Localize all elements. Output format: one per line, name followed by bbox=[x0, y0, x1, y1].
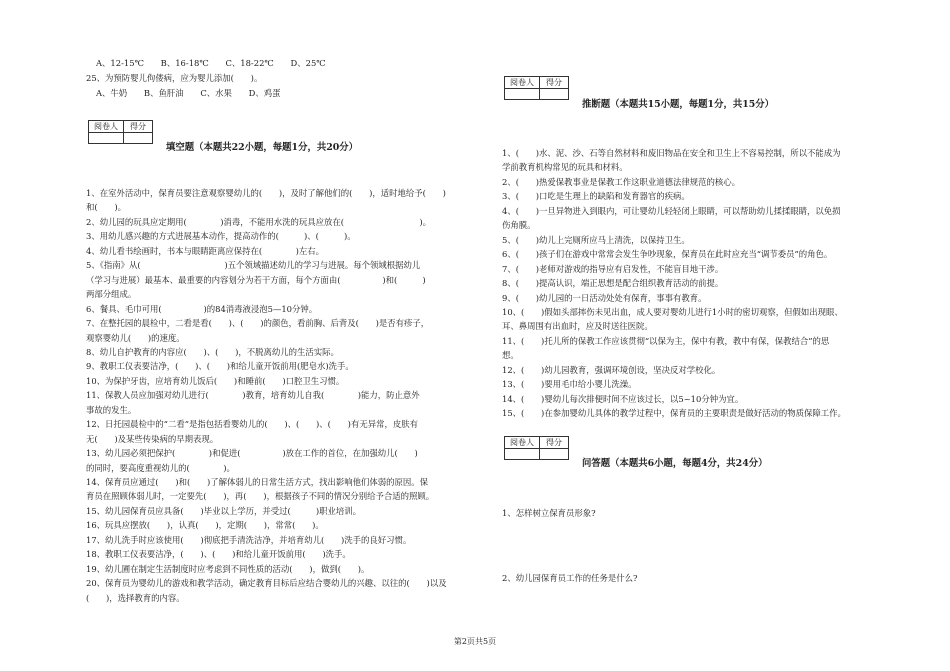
list-item: 学前教育机构常见的玩具和材料。 bbox=[502, 162, 628, 173]
list-item: 13、( )要用毛巾给小婴儿洗澡。 bbox=[502, 379, 637, 390]
list-item: 5、( )幼儿上完厕所应马上清洗，以保持卫生。 bbox=[502, 234, 690, 245]
list-item: 7、( )老师对游戏的指导应有启发性，不能盲目地干涉。 bbox=[502, 263, 724, 274]
list-item: 5、《指南》从( )五个领域描述幼儿的学习与进展。每个领域根据幼儿 bbox=[86, 260, 421, 271]
option-line: A、牛奶 B、鱼肝油 C、水果 D、鸡蛋 bbox=[96, 88, 281, 98]
list-item: 想。 bbox=[502, 350, 519, 361]
score-label: 得分 bbox=[540, 77, 569, 89]
list-item: 15、幼儿园保育员应具备( )毕业以上学历，并受过( )职业培训。 bbox=[86, 505, 361, 516]
page-footer: 第2页共5页 bbox=[453, 637, 497, 646]
list-item: 18、教职工仪表要洁净，( )、( )和给儿童开饭前用( )洗手。 bbox=[86, 549, 351, 560]
list-item: （学习与进展）最基本、最重要的内容划分为若干方面，每个方面由( )和( ) bbox=[86, 274, 426, 285]
reviewer-label: 阅卷人 bbox=[89, 121, 124, 133]
list-item: 10、( )假如头部摔伤未见出血，成人要对婴幼儿进行1小时的密切观察，但假如出现眼、 bbox=[502, 306, 843, 317]
list-item: 3、用幼儿感兴趣的方式进展基本动作，提高动作的( )、( )。 bbox=[86, 231, 356, 242]
qa-question-1: 1、怎样树立保育员形象? bbox=[502, 508, 596, 518]
list-item: 观察婴幼儿( )的速度。 bbox=[86, 332, 185, 343]
list-item: 8、幼儿自护教育的内容应( )、( )，不脱离幼儿的生活实际。 bbox=[86, 346, 339, 357]
list-item: 9、教职工仪表要洁净，( )、( )和给儿童开饭前用(肥皂水)洗手。 bbox=[86, 361, 354, 372]
list-item: 的同时，要高度重视幼儿的( )。 bbox=[86, 462, 235, 473]
judge-section-title: 推断题（本题共15小题，每题1分，共15分） bbox=[582, 99, 774, 110]
list-item: 2、( )热爱保教事业是保教工作这职业道德法律规范的核心。 bbox=[502, 176, 740, 187]
score-cell bbox=[124, 133, 153, 144]
list-item: 8、( )提高认识，端正思想是配合组织教育活动的前提。 bbox=[502, 278, 724, 289]
list-item: 9、( )幼儿园的一日活动处处有保育，事事有教育。 bbox=[502, 292, 707, 303]
reviewer-cell bbox=[505, 89, 540, 100]
score-label: 得分 bbox=[540, 437, 569, 449]
score-cell bbox=[540, 449, 569, 460]
reviewer-cell bbox=[89, 133, 124, 144]
list-item: 和( )。 bbox=[86, 202, 127, 213]
list-item: 19、幼儿圃在制定生活制度时应考虑到不同性质的活动( )，做到( )。 bbox=[86, 563, 370, 574]
score-label: 得分 bbox=[124, 121, 153, 133]
fill-blank-section-title: 填空题（本题共22小题，每题1分，共20分） bbox=[166, 142, 358, 153]
score-box bbox=[504, 436, 569, 460]
score-box bbox=[88, 120, 153, 144]
list-item: 10、为保护牙齿，应培育幼儿饭后( )和睡前( )口腔卫生习惯。 bbox=[86, 375, 345, 386]
list-item: 4、( )一旦异物进入到眼内，可让婴幼儿轻轻闭上眼睛，可以帮助幼儿揉揉眼睛，以免损 bbox=[502, 205, 841, 216]
reviewer-label: 阅卷人 bbox=[505, 437, 540, 449]
list-item: 1、在室外活动中，保育员要注意观察婴幼儿的( )，及时了解他们的( )，适时地给予( ) bbox=[86, 188, 446, 198]
list-item: 4、幼儿看书绘画时，书本与眼睛距离应保持在( )左右。 bbox=[86, 245, 324, 256]
list-item: 两部分组成。 bbox=[86, 289, 137, 300]
list-item: 20、保育员为婴幼儿的游戏和教学活动，确定教育目标后应结合婴幼儿的兴趣、以往的( )以及 bbox=[86, 578, 447, 589]
list-item: 17、幼儿洗手时应该使用( )彻底把手清洗洁净，并培育幼儿( )洗手的良好习惯。 bbox=[86, 534, 412, 545]
score-cell bbox=[540, 89, 569, 100]
list-item: 无( )及某些传染病的早期表现。 bbox=[86, 433, 219, 444]
list-item: 事故的发生。 bbox=[86, 404, 137, 415]
list-item: 3、( )口吃是生理上的缺陷和发育器官的疾病。 bbox=[502, 191, 690, 202]
list-item: 1、( )水、泥、沙、石等自然材料和废旧物品在安全和卫生上不容易控制，所以不能成为 bbox=[502, 148, 841, 158]
list-item: 7、在整托园的晨检中，二看是看( )、( )的颜色，看前胸、后背及( )是否有疹子， bbox=[86, 318, 430, 329]
list-item: 14、保育员应通过( )和( )了解体弱儿的日常生活方式，找出影响他们体弱的原因。保 bbox=[86, 477, 428, 487]
option-line: A、12-15℃ B、16-18℃ C、18-22℃ D、25℃ bbox=[96, 58, 326, 68]
qa-question-2: 2、幼儿园保育员工作的任务是什么? bbox=[502, 573, 638, 583]
list-item: 11、( )托儿所的保教工作应该贯彻“以保为主，保中有教，教中有保，保教结合”的思 bbox=[502, 335, 830, 346]
question-25: 25、为预防婴儿佝偻病，应为婴儿添加( )。 bbox=[86, 73, 263, 83]
list-item: 14、( )婴幼儿每次排便时间不应该过长，以5~10分钟为宜。 bbox=[502, 393, 744, 404]
list-item: 11、保教人员应加强对幼儿进行( )教育，培育幼儿自我( )能力，防止意外 bbox=[86, 390, 420, 401]
list-item: 2、幼儿园的玩具应定期用( )消毒，不能用水洗的玩具应放在( )。 bbox=[86, 216, 432, 227]
reviewer-label: 阅卷人 bbox=[505, 77, 540, 89]
list-item: 13、幼儿园必须把保护( )和促进( )放在工作的首位，在加强幼儿( ) bbox=[86, 448, 418, 459]
reviewer-cell bbox=[505, 449, 540, 460]
list-item: ( )，选择教育的内容。 bbox=[86, 592, 185, 603]
qa-section-title: 问答题（本题共6小题，每题4分，共24分） bbox=[582, 458, 768, 469]
list-item: 育员在照顾体弱儿时，一定要先( )，再( )，根据孩子不同的情况分别给予合适的照顾。 bbox=[86, 491, 435, 502]
list-item: 12、( )幼儿园教育，强调环境创设，坚决反对学校化。 bbox=[502, 364, 721, 375]
list-item: 16、玩具应摆放( )，认真( )，定期( )，常常( )。 bbox=[86, 520, 324, 531]
list-item: 6、( )孩子们在游戏中常常会发生争吵现象，保育员在此时应充当“调节委员”的角色。 bbox=[502, 249, 833, 260]
list-item: 15、( )在参加婴幼儿具体的教学过程中，保育员的主要职责是做好活动的物质保障工作。 bbox=[502, 408, 846, 419]
list-item: 6、餐具、毛巾可用( )的84消毒液浸泡5—10分钟。 bbox=[86, 303, 318, 314]
list-item: 伤角膜。 bbox=[502, 220, 536, 231]
score-box bbox=[504, 76, 569, 100]
list-item: 耳、鼻周围有出血时，应及时送往医院。 bbox=[502, 321, 653, 332]
list-item: 12、日托园晨检中的“二看”是指包括看婴幼儿的( )、( )、( )有无异常，皮肤有 bbox=[86, 419, 418, 430]
